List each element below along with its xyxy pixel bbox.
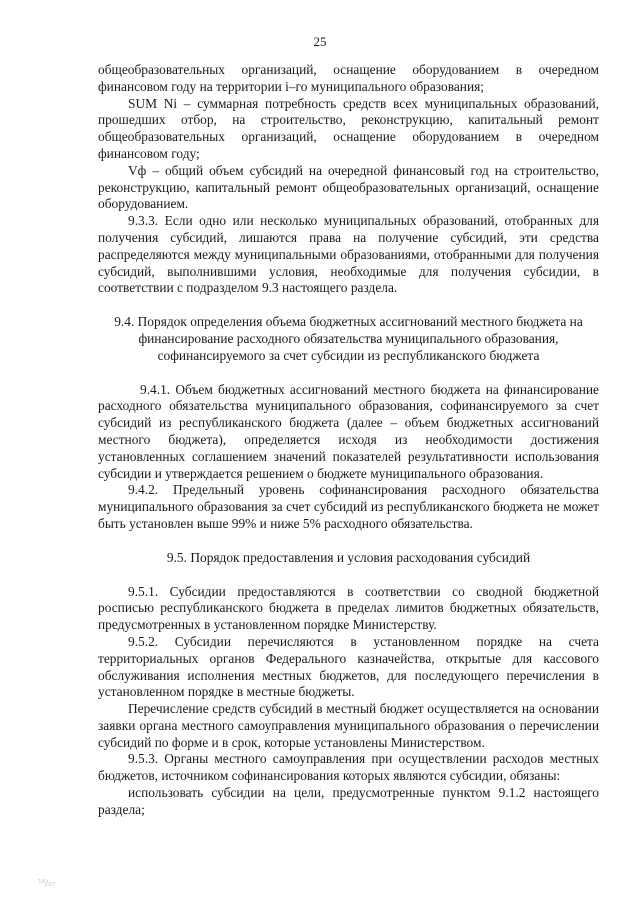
paragraph-use-subsidies: использовать субсидии на цели, предусмотренные пунктом 9.1.2 настоящего раздела; xyxy=(98,785,599,817)
section-heading-9-5: 9.5. Порядок предоставления и условия расходования субсидий xyxy=(166,549,531,565)
paragraph-transfer: Перечисление средств субсидий в местный бюджет осуществляется на основании заявки органа местного самоуправления муниципального образования о перечислении субсидий по форме и в срок, которые установлены Министерством. xyxy=(98,701,599,750)
paragraph-sum-ni: SUM Ni – суммарная потребность средств всех муниципальных образований, прошедших отбор, на строительство, реконструкцию, капитальный ремонт общеобразовательных организаций, оснащение оборудованием в очередном финансовом году; xyxy=(98,95,599,161)
section-heading-9-4: 9.4. Порядок определения объема бюджетных ассигнований местного бюджета на финансирование расходного обязательства муниципального образования, софинансируемого за счет субсидии из республиканского бюджета xyxy=(114,314,583,363)
paragraph-9-5-3: 9.5.3. Органы местного самоуправления при осуществлении расходов местных бюджетов, источником софинансирования которых являются субсидии, обязаны: xyxy=(98,751,599,784)
paragraph-continuation: общеобразовательных организаций, оснащение оборудованием в очередном финансовом году на территории i–го муниципального образования; xyxy=(98,62,599,94)
paragraph-9-4-2: 9.4.2. Предельный уровень софинансирования расходного обязательства муниципального образования за счет субсидий из республиканского бюджета не может быть установлен выше 99% и ниже 5% расходного обязательства. xyxy=(98,482,599,531)
paragraph-9-5-2: 9.5.2. Субсидии перечисляются в установленном порядке на счета территориальных органов Федерального казначейства, открытые для кассового обслуживания исполнения местных бюджетов, для последующего перечисления в установленном порядке в местные бюджеты. xyxy=(98,633,599,700)
margin-mark: ¹⁸/₀₇ xyxy=(38,879,56,889)
document-body xyxy=(98,62,599,819)
page-number: 25 xyxy=(313,34,327,49)
paragraph-9-3-3: 9.3.3. Если одно или несколько муниципальных образований, отобранных для получения субсидий, лишаются права на получение субсидий, эти средства распределяются между муниципальными образованиями, отобранными для получения субсидий, выполнившими условия, необходимые для получения субсидии, в соответствии с подразделом 9.3 настоящего раздела. xyxy=(98,213,599,296)
paragraph-vf: Vф – общий объем субсидий на очередной финансовый год на строительство, реконструкцию, капитальный ремонт общеобразовательных организаций, оснащение оборудованием. xyxy=(98,162,599,212)
paragraph-9-4-1: 9.4.1. Объем бюджетных ассигнований местного бюджета на финансирование расходного обязательства муниципального образования, софинансируемого за счет субсидий из республиканского бюджета (далее – объем бюджетных ассигнований местного бюджета), определяется исходя из необходимости достижения установленных соглашением значений показателей результативности использования субсидии и утверждается решением о бюджете муниципального образования. xyxy=(98,381,599,481)
paragraph-9-5-1: 9.5.1. Субсидии предоставляются в соответствии со сводной бюджетной росписью республиканского бюджета в пределах лимитов бюджетных обязательств, предусмотренных в установленном порядке Министерству. xyxy=(98,583,599,633)
